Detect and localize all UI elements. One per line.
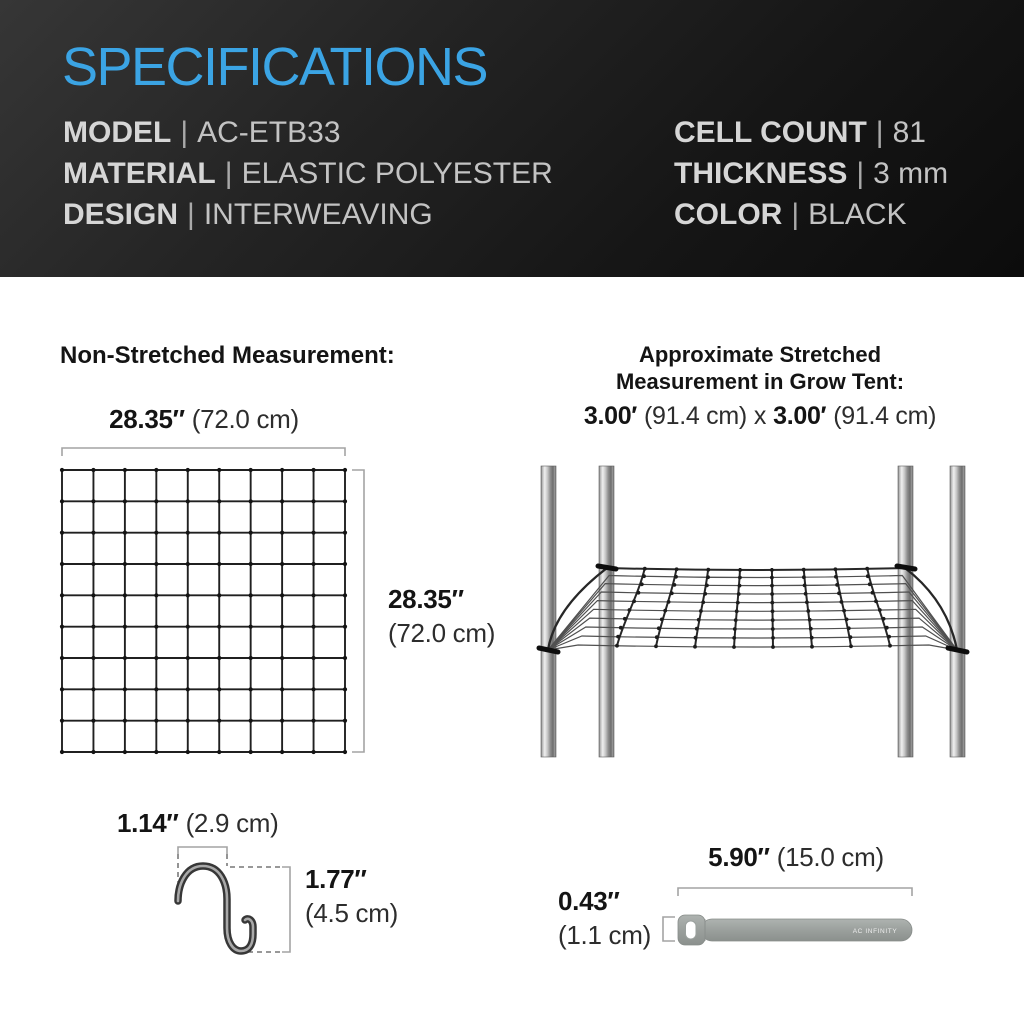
width-inches: 28.35″ bbox=[109, 404, 185, 434]
stretched-width-ft: 3.00′ bbox=[583, 402, 637, 430]
stretched-depth-cm: (91.4 cm) bbox=[833, 402, 937, 430]
spec-label: THICKNESS bbox=[674, 157, 848, 190]
header bbox=[0, 0, 1024, 277]
hook-width-inches: 1.14″ bbox=[117, 808, 179, 838]
spec-list-right bbox=[674, 112, 948, 235]
non-stretched-height-label bbox=[388, 582, 495, 650]
spec-label: COLOR bbox=[674, 198, 783, 231]
spec-separator: | bbox=[791, 198, 800, 231]
spec-label: MODEL bbox=[63, 116, 172, 149]
height-inches: 28.35″ bbox=[388, 584, 464, 614]
stretched-width-cm: (91.4 cm) bbox=[644, 402, 747, 430]
hook-height-inches: 1.77″ bbox=[305, 864, 367, 894]
tie-width-inches: 0.43″ bbox=[558, 886, 620, 916]
tie-length-label bbox=[640, 842, 952, 873]
tie-width-cm: (1.1 cm) bbox=[558, 920, 651, 950]
spec-separator: | bbox=[224, 157, 233, 190]
grow-tent-net-illustration bbox=[520, 455, 1010, 770]
height-cm: (72.0 cm) bbox=[388, 618, 496, 648]
spec-row-thickness bbox=[674, 153, 948, 194]
tie-length-cm: (15.0 cm) bbox=[776, 842, 884, 872]
stretched-times: x bbox=[753, 402, 767, 430]
non-stretched-title: Non-Stretched Measurement: bbox=[60, 342, 395, 369]
spec-value: 81 bbox=[892, 116, 926, 149]
spec-row-color bbox=[674, 194, 948, 235]
spec-value: ELASTIC POLYESTER bbox=[241, 157, 553, 190]
spec-label: DESIGN bbox=[63, 198, 179, 231]
hook-width-label bbox=[117, 808, 279, 839]
spec-separator: | bbox=[856, 157, 865, 190]
spec-separator: | bbox=[180, 116, 189, 149]
spec-label: MATERIAL bbox=[63, 157, 216, 190]
hook-width-cm: (2.9 cm) bbox=[185, 808, 279, 838]
tie-length-inches: 5.90″ bbox=[708, 842, 770, 872]
spec-value: INTERWEAVING bbox=[203, 198, 433, 231]
spec-label: CELL COUNT bbox=[674, 116, 867, 149]
stretched-title-line1: Approximate Stretched bbox=[638, 342, 882, 367]
spec-row-cell-count bbox=[674, 112, 948, 153]
hook-height-cm: (4.5 cm) bbox=[305, 898, 398, 928]
spec-value: AC-ETB33 bbox=[197, 116, 341, 149]
spec-row-model bbox=[63, 112, 553, 153]
width-cm: (72.0 cm) bbox=[191, 404, 299, 434]
spec-row-design bbox=[63, 194, 553, 235]
page-title: SPECIFICATIONS bbox=[62, 37, 488, 97]
spec-value: BLACK bbox=[808, 198, 907, 231]
stretched-title-line2: Measurement in Grow Tent: bbox=[615, 369, 905, 394]
spec-value: 3 mm bbox=[873, 157, 949, 190]
trellis-grid-diagram bbox=[40, 440, 410, 772]
tie-brand-text: AC INFINITY bbox=[852, 928, 898, 935]
spec-row-material bbox=[63, 153, 553, 194]
spec-separator: | bbox=[187, 198, 195, 231]
stretched-depth-ft: 3.00′ bbox=[773, 402, 827, 430]
non-stretched-width-label bbox=[38, 404, 370, 435]
cable-tie-illustration bbox=[555, 880, 1010, 970]
stretched-dimensions-label bbox=[535, 402, 985, 431]
stretched-title bbox=[535, 341, 985, 395]
spec-separator: | bbox=[875, 116, 884, 149]
spec-list-left bbox=[63, 112, 553, 235]
